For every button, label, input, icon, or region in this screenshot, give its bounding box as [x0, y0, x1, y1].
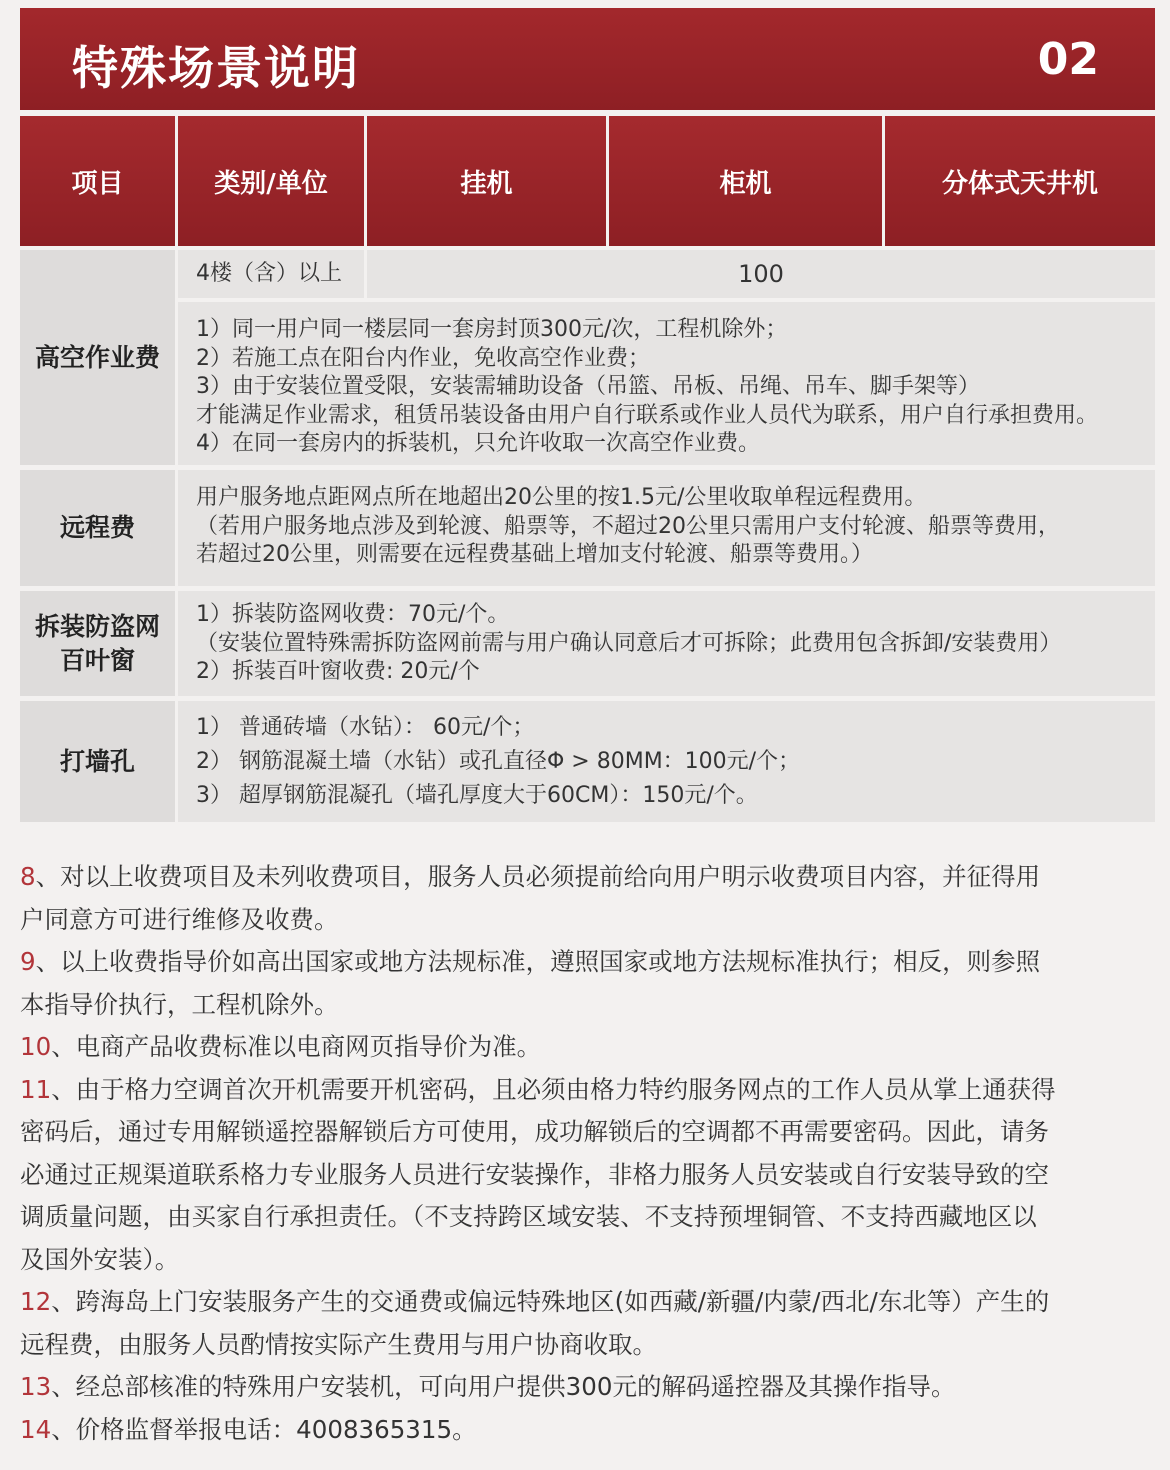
wall-hole-notes	[178, 701, 1155, 822]
high-altitude-notes	[178, 302, 1155, 465]
title-banner	[20, 8, 1155, 110]
row-label-remote-fee: 远程费	[20, 470, 175, 586]
note-text: 远程费，由服务人员酌情按实际产生费用与用户协商收取。	[20, 1329, 657, 1359]
row-label-high-altitude: 高空作业费	[20, 250, 175, 465]
note-number: 8	[20, 862, 36, 891]
note-line: 2）若施工点在阳台内作业，免收高空作业费；	[196, 345, 650, 371]
note-line: （安装位置特殊需拆防盗网前需与用户确认同意后才可拆除；此费用包含拆卸/安装费用）	[196, 630, 1062, 656]
note-text: 及国外安装）。	[20, 1244, 180, 1274]
note-item	[20, 1281, 1140, 1366]
note-text: 、以上收费指导价如高出国家或地方法规标准，遵照国家或地方法规标准执行；相反，则参照	[35, 947, 1041, 976]
header-item: 项目	[20, 116, 175, 246]
note-text: 密码后，通过专用解锁遥控器解锁后方可使用，成功解锁后的空调都不再需要密码。因此，请务	[20, 1117, 1049, 1146]
note-text: 、经总部核准的特殊用户安装机，可向用户提供300元的解码遥控器及其操作指导。	[51, 1372, 956, 1401]
note-number: 10	[20, 1032, 52, 1061]
note-line: 用户服务地点距网点所在地超出20公里的按1.5元/公里收取单程远程费用。	[196, 485, 927, 510]
note-text: 调质量问题，由买家自行承担责任。（不支持跨区域安装、不支持预埋铜管、不支持西藏地区以	[20, 1202, 1037, 1231]
note-line: 3） 超厚钢筋混凝孔（墙孔厚度大于60CM）：150元/个。	[196, 783, 758, 808]
note-item	[20, 856, 1140, 941]
note-item	[20, 941, 1140, 1026]
anti-theft-notes	[178, 591, 1155, 696]
header-cabinet-unit: 柜机	[609, 116, 882, 246]
note-item	[20, 1069, 1140, 1282]
note-text: 、价格监督举报电话：4008365315。	[51, 1414, 477, 1444]
header-category: 类别/单位	[178, 116, 364, 246]
note-line: 若超过20公里，则需要在远程费基础上增加支付轮渡、船票等费用。）	[196, 542, 873, 567]
high-altitude-price: 100	[367, 250, 1155, 298]
note-item	[20, 1026, 1140, 1069]
header-wall-unit: 挂机	[367, 116, 606, 246]
row-label-line: 百叶窗	[59, 645, 135, 675]
note-text: 、电商产品收费标准以电商网页指导价为准。	[51, 1032, 542, 1061]
note-line: （若用户服务地点涉及到轮渡、船票等，不超过20公里只需用户支付轮渡、船票等费用，	[196, 513, 1060, 539]
note-line: 1） 普通砖墙（水钻）： 60元/个；	[196, 715, 535, 740]
note-line: 2）拆装百叶窗收费: 20元/个	[196, 659, 480, 684]
note-text: 必通过正规渠道联系格力专业服务人员进行安装操作，非格力服务人员安装或自行安装导致的空	[20, 1159, 1049, 1189]
note-text: 本指导价执行，工程机除外。	[20, 989, 339, 1019]
note-line: 1）拆装防盗网收费：70元/个。	[196, 602, 510, 627]
note-item	[20, 1409, 1140, 1452]
note-number: 9	[20, 947, 36, 976]
note-number: 12	[20, 1287, 52, 1316]
note-number: 13	[20, 1372, 52, 1401]
page-number: 02	[1037, 34, 1099, 85]
note-line: 1）同一用户同一楼层同一套房封顶300元/次，工程机除外；	[196, 317, 788, 342]
row-label-wall-hole: 打墙孔	[20, 701, 175, 822]
note-text: 户同意方可进行维修及收费。	[20, 904, 339, 934]
note-text: 、对以上收费项目及未列收费项目，服务人员必须提前给向用户明示收费项目内容，并征得用	[35, 862, 1041, 891]
note-item	[20, 1366, 1140, 1409]
high-altitude-category: 4楼（含）以上	[178, 250, 364, 298]
note-number: 11	[20, 1074, 52, 1104]
row-label-line: 拆装防盗网	[34, 611, 160, 641]
header-split-patio-unit: 分体式天井机	[885, 116, 1155, 246]
note-line: 3）由于安装位置受限，安装需辅助设备（吊篮、吊板、吊绳、吊车、脚手架等）	[196, 374, 980, 399]
notes-list	[20, 856, 1140, 1451]
note-number: 14	[20, 1414, 52, 1444]
note-text: 、由于格力空调首次开机需要开机密码，且必须由格力特约服务网点的工作人员从掌上通获得	[51, 1074, 1056, 1104]
note-line: 才能满足作业需求，租赁吊装设备由用户自行联系或作业人员代为联系，用户自行承担费用。	[196, 402, 1099, 428]
table-header	[20, 116, 1155, 246]
row-label-anti-theft	[20, 591, 175, 696]
page-title: 特殊场景说明	[72, 41, 360, 95]
note-line: 4）在同一套房内的拆装机，只允许收取一次高空作业费。	[196, 431, 760, 456]
note-text: 、跨海岛上门安装服务产生的交通费或偏远特殊地区(如西藏/新疆/内蒙/西北/东北等）产生的	[51, 1287, 1050, 1316]
remote-fee-notes	[178, 470, 1155, 586]
note-line: 2） 钢筋混凝土墙（水钻）或孔直径Φ > 80MM：100元/个；	[196, 749, 801, 774]
